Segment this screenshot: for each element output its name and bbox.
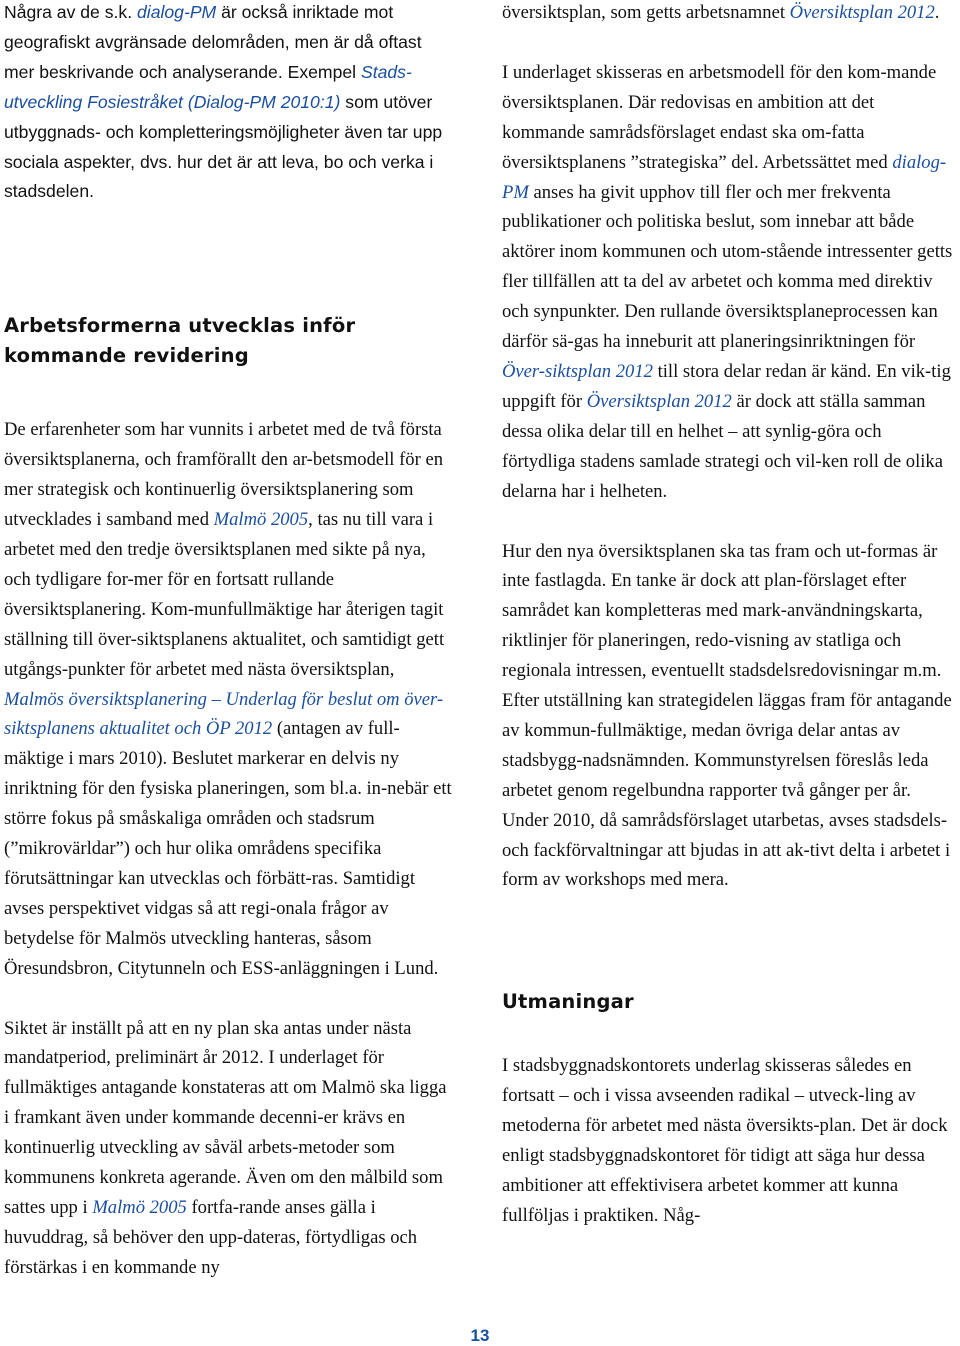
intro-paragraph (4, 0, 456, 207)
body-paragraph (502, 58, 958, 507)
body-text: till stora delar redan är känd. En vik-tig uppgift för (502, 360, 951, 412)
body-text: De erfarenheter som har vunnits i arbetet med de två första översiktsplanerna, och framförallt den ar-betsmodell för en mer strategisk och kontinuerlig översiktsplanering som utvecklades i samband med (4, 419, 443, 531)
section-heading: Arbetsformerna utvecklas inför kommande revidering (4, 314, 356, 368)
body-paragraph (502, 0, 958, 28)
body-text: Några av de s.k. (4, 2, 137, 22)
italic-title-text: Malmö 2005 (92, 1197, 187, 1218)
italic-title-text: Malmös översiktsplanering – Underlag för beslut om över-siktsplanens aktualitet och ÖP 2012 (4, 688, 444, 740)
body-text: som utöver utbyggnads- och kompletteringsmöjligheter även tar upp sociala aspekter, dvs. hur det är att leva, bo och verka i stadsdelen. (4, 91, 443, 202)
body-text: Siktet är inställt på att en ny plan ska antas under nästa mandatperiod, preliminärt år 2012. I underlaget för fullmäktiges antagande konstateras att om Malmö ska ligga i framkant även under kommande decenni-er krävs en kontinuerlig utveckling av såväl arbets-metoder som kommunens konkreta agerande. Även om den målbild som sattes upp i (4, 1017, 447, 1218)
right-column (502, 0, 958, 1231)
italic-title-text: dialog-PM (137, 2, 217, 22)
body-text: I stadsbyggnadskontorets underlag skisseras således en fortsatt – och i vissa avseenden radikal – utveck-ling av metoderna för arbetet med nästa översikts-plan. Det är dock enligt stadsbyggnadskontoret för tidigt att säga hur dessa ambitioner att effektivisera arbetet kommer att kunna fullföljas i praktiken. Någ- (502, 1055, 948, 1226)
body-text: (antagen av full-mäktige i mars 2010). Beslutet markerar en delvis ny inriktning för den fysiska planeringen, som bl.a. in-nebär ett större fokus på småskaliga områden och stadsrum (”mikrovärldar”) och hur olika områdens specifika förutsättningar kan utvecklas och förbätt-ras. Samtidigt avses perspektivet vidgas så att regi-onala frågor av betydelse för Malmös utveckling hanteras, såsom Öresundsbron, Citytunneln och ESS-anläggningen i Lund. (4, 718, 452, 979)
italic-title-text: dialog-PM (502, 151, 947, 203)
body-text: . (934, 2, 940, 23)
italic-title-text: Översiktsplan 2012 (586, 390, 732, 412)
body-text: , tas nu till vara i arbetet med den tredje översiktsplanen med sikte på nya, och tydligare for-mer för en fortsatt rullande översiktsplanering. Kom-munfullmäktige har återigen tagit ställning till över-siktsplanens aktualitet, och samtidigt gett utgångs-punkter för arbetet med nästa översiktsplan, (4, 509, 445, 680)
italic-title-text: Översiktsplan 2012 (789, 2, 935, 23)
body-text: är också inriktade mot geografiskt avgränsade delområden, men är då oftast mer beskrivande och analyserande. Exempel (4, 2, 422, 82)
italic-title-text: Stads-utveckling Fosiestråket (Dialog-PM 2010:1) (4, 61, 412, 112)
page-number: 13 (470, 1326, 490, 1345)
body-paragraph (502, 1051, 958, 1230)
section-heading: Utmaningar (502, 990, 634, 1014)
body-text: I underlaget skisseras en arbetsmodell för den kom-mande översiktsplanen. Där redovisas en ambition att det kommande samrådsförslaget endast ska om-fatta översiktsplanens ”strategiska” del. Arbetssättet med (502, 61, 937, 173)
body-text: Hur den nya översiktsplanen ska tas fram och ut-formas är inte fastlagda. En tanke är dock att plan-förslaget efter samrådet kan kompletteras med mark-användningskarta, riktlinjer för planeringen, redo-visning av statliga och regionala intressen, eventuellt stadsdelsredovisningar m.m. Efter utställning kan strategidelen läggas fram för antagande av kommun-fullmäktige, medan övriga delar antas av stadsbygg-nadsnämnden. Kommunstyrelsen föreslås leda arbetet genom regelbundna rapporter två gånger per år. Under 2010, då samrådsförslaget utarbetas, avses stadsdels- och fackförvaltningar att bjudas in att ak-tivt delta i arbetet i form av workshops med mera. (502, 540, 952, 891)
body-paragraph (4, 1014, 456, 1283)
italic-title-text: Över-siktsplan 2012 (502, 360, 653, 382)
body-text: översiktsplan, som getts arbetsnamnet (502, 2, 790, 23)
body-text: anses ha givit upphov till fler och mer frekventa publikationer och politiska beslut, som innebar att både aktörer inom kommunen och utom-stående intressenter getts fler tillfällen att ta del av arbetet och komma med direktiv och synpunkter. Den rullande översiktsplaneprocessen kan därför sä-gas ha inneburit att planeringsinriktningen för (502, 181, 953, 353)
body-paragraph (502, 537, 958, 896)
italic-title-text: Malmö 2005 (213, 509, 309, 531)
body-paragraph (4, 415, 456, 983)
body-text: är dock att ställa samman dessa olika delar till en helhet – att synlig-göra och förtydliga stadens samlade strategi och vil-ken roll de olika delarna har i helheten. (502, 390, 943, 502)
left-column (4, 0, 456, 1283)
body-text: fortfa-rande anses gälla i huvuddrag, så behöver den upp-dateras, förtydligas och förstärkas i en kommande ny (4, 1197, 418, 1278)
